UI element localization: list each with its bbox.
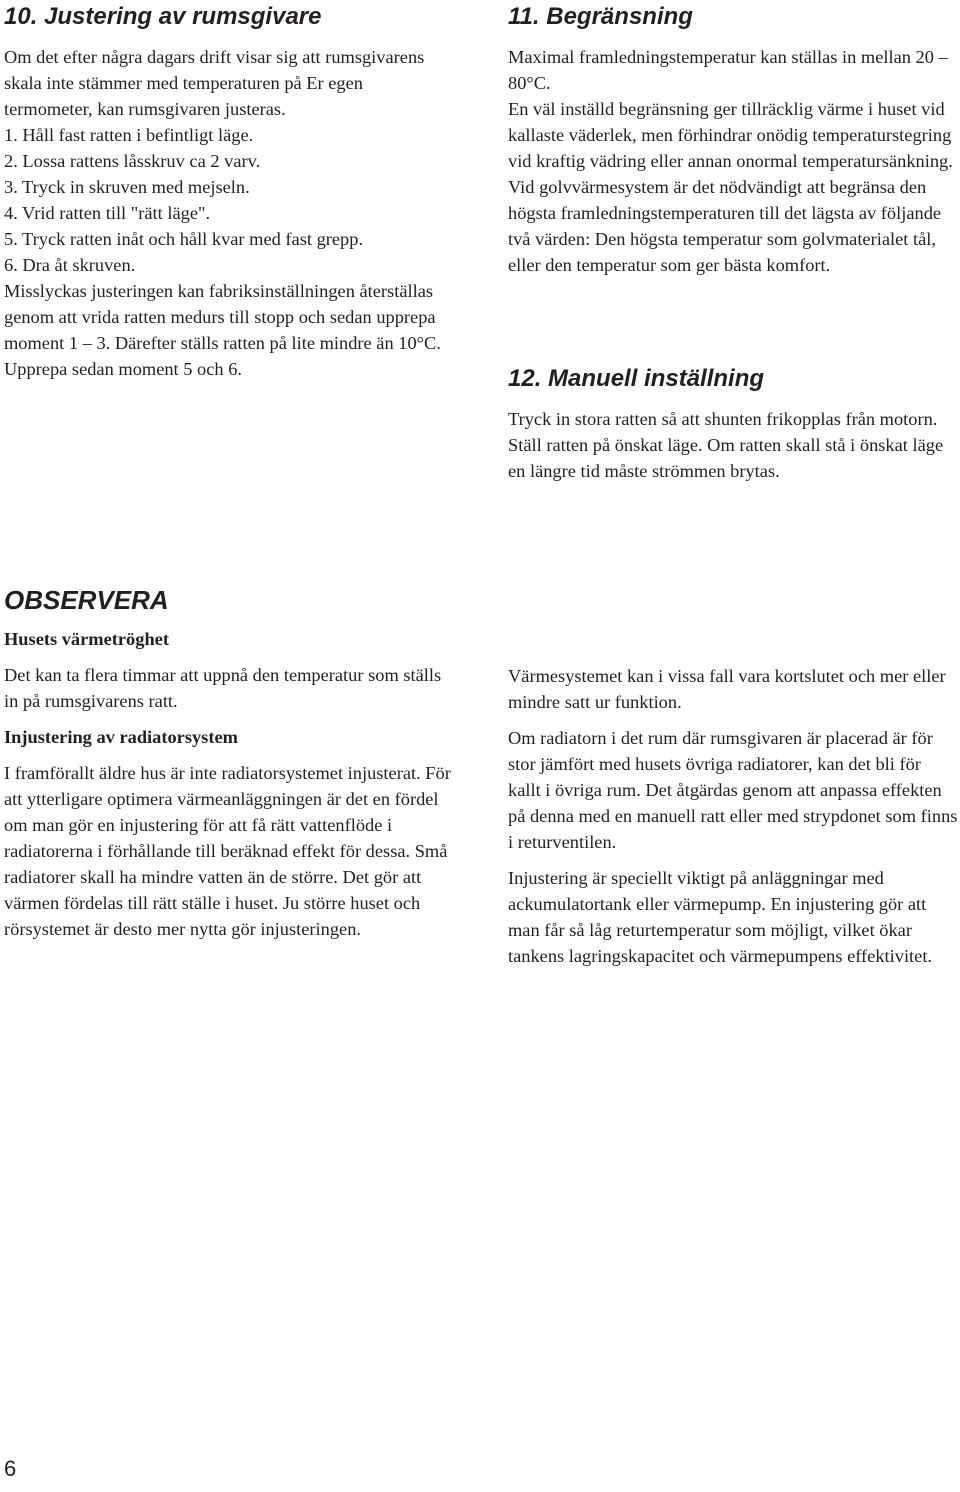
page-number: 6 [4,1456,17,1481]
paragraph: Det kan ta flera timmar att uppnå den temperatur som ställs in på rumsgivarens ratt. [4,665,442,711]
step-6: 6. Dra åt skruven. [4,255,136,275]
paragraph: Injustering är speciellt viktigt på anläggningar med ackumulatortank eller värmepump. En injustering gör att man får så låg returtemperatur som möjligt, vilket ökar tankens lagringskapacitet och värmepumpens effektivitet. [508,868,933,966]
observera-right [508,663,958,969]
step-2: 2. Lossa rattens låsskruv ca 2 varv. [4,151,261,171]
note-paragraph: Misslyckas justeringen kan fabriksinställningen återställas genom att vrida ratten medurs till stopp och sedan upprepa moment 1 – 3. Därefter ställs ratten på lite mindre än 10°C. Upprepa sedan moment 5 och 6. [4,281,441,379]
paragraph: En väl inställd begränsning ger tillräcklig värme i huset vid kallaste väderlek, men förhindrar onödig temperaturstegring vid kraftig vädring eller annan onormal temperatursänkning. [508,99,953,171]
paragraph: Maximal framledningstemperatur kan ställas in mellan 20 – 80°C. [508,47,948,93]
step-5: 5. Tryck ratten inåt och håll kvar med fast grepp. [4,229,364,249]
subheading-varmetroghet: Husets värmetröghet [4,629,169,649]
section-heading: 11. Begränsning [508,3,693,30]
step-3: 3. Tryck in skruven med mejseln. [4,177,250,197]
step-4: 4. Vrid ratten till "rätt läge". [4,203,211,223]
observera-left [4,584,454,942]
observera-heading: OBSERVERA [4,585,169,615]
section-heading: 10. Justering av rumsgivare [4,3,322,30]
paragraph: Vid golvvärmesystem är det nödvändigt att begränsa den högsta framledningstemperaturen till det lägsta av följande två värden: Den högsta temperatur som golvmaterialet tål, eller den temperatur som ger bästa komfort. [508,177,942,275]
section-manuell-installning [508,364,958,484]
paragraph: Om radiatorn i det rum där rumsgivaren är placerad är för stor jämfört med husets övriga radiatorer, kan det bli för kallt i övriga rum. Det åtgärdas genom att anpassa effekten på denna med en manuell ratt eller med strypdonet som finns i returventilen. [508,728,958,852]
paragraph: Tryck in stora ratten så att shunten frikopplas från motorn. Ställ ratten på önskat läge. Om ratten skall stå i önskat läge en längre tid måste strömmen brytas. [508,409,944,481]
section-heading: 12. Manuell inställning [508,365,765,392]
paragraph: Värmesystemet kan i vissa fall vara kortslutet och mer eller mindre satt ur funktion. [508,666,946,712]
paragraph: I framförallt äldre hus är inte radiatorsystemet injusterat. För att ytterligare optimera värmeanläggningen är det en fördel om man gör en injustering för att få rätt vattenflöde i radiatorerna i förhållande till beräknad effekt för dessa. Små radiatorer skall ha mindre vatten än de större. Det gör att värmen fördelas till rätt ställe i huset. Ju större huset och rörsystemet är desto mer nytta gör injusteringen. [4,763,451,939]
section-justering [4,2,454,382]
subheading-injustering: Injustering av radiatorsystem [4,727,238,747]
step-1: 1. Håll fast ratten i befintligt läge. [4,125,254,145]
section-begransning [508,2,958,278]
intro-paragraph: Om det efter några dagars drift visar sig att rumsgivarens skala inte stämmer med temperaturen på Er egen termometer, kan rumsgivaren justeras. [4,47,425,119]
